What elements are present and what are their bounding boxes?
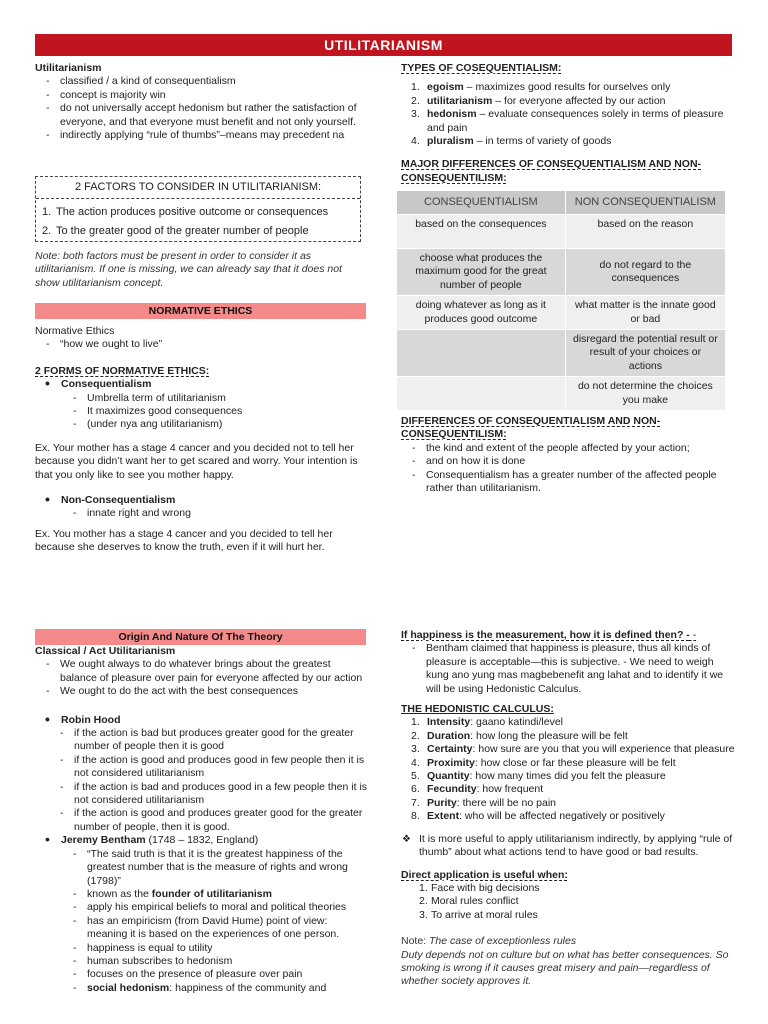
normative-ethics-bar: NORMATIVE ETHICS [35,303,366,319]
consequentialism-label: • Consequentialism [35,378,370,391]
classical-heading: Classical / Act Utilitarianism [35,645,176,657]
list-item: - classified / a kind of consequentialism [35,75,370,88]
list-item: - do not universally accept hedonism but rather the satisfaction of everyone, and that everyone must benefit and not only yourself. [35,102,370,129]
table-cell: what matter is the innate good or bad [565,296,725,330]
bentham-list [35,848,370,995]
table-row [397,330,726,377]
list-item: 5. Quantity: how many times did you felt the pleasure [411,770,666,783]
list-item: 8. Extent: who will be affected negatively or positively [411,810,665,823]
origin-bar: Origin And Nature Of The Theory [35,629,366,645]
list-item: 4. Proximity: how close or far these pleasure will be felt [411,756,676,769]
table-cell: do not regard to the consequences [565,249,725,296]
list-item: - “how we ought to live” [35,338,370,351]
table-cell: based on the consequences [397,215,566,249]
document-title: UTILITARIANISM [35,34,732,56]
normative-list [35,338,370,351]
calculus-title: THE HEDONISTIC CALCULUS: [401,703,554,716]
table-cell [397,377,566,411]
list-item: - focuses on the presence of pleasure over pain [35,968,370,981]
differences-section [401,415,736,495]
example-2: Ex. You mother has a stage 4 cancer and you decided to tell her because she deserves to know the truth, even if it will hurt her. [35,527,333,554]
list-item: 2. Duration: how long the pleasure will be felt [411,729,628,742]
direct-list [401,882,736,922]
list-item: - “The said truth is that it is the greatest happiness of the greatest number that is the measure of rights and wrong (1798)” [35,848,370,888]
list-item: - Umbrella term of utilitarianism [35,392,370,405]
table-header-row [397,191,726,215]
consequentialism-list [35,392,370,432]
factors-list [36,203,360,241]
types-section [401,62,736,185]
list-item: 2. Moral rules conflict [419,895,519,908]
utilitarianism-list [35,75,370,142]
table-row [397,215,726,249]
normative-section [35,325,370,555]
list-item: - social hedonism: happiness of the community and [35,982,370,995]
list-item: - (under nya ang utilitarianism) [35,418,370,431]
non-consequentialism-label: • Non-Consequentialism [35,494,370,507]
major-differences-title: MAJOR DIFFERENCES OF CONSEQUENTIALISM AND NON-CONSEQUENTILISM: [401,158,702,184]
list-item: - the kind and extent of the people affected by your action; [401,442,736,455]
list-item: - We ought always to do whatever brings about the greatest balance of pleasure over pain for everyone affected by our action [35,658,370,685]
comparison-table [396,190,726,411]
table-cell: choose what produces the maximum good for the great number of people [397,249,566,296]
origin-section [35,645,370,995]
exceptionless-note: Note: The case of exceptionless rules [401,935,577,948]
factors-title: 2 FACTORS TO CONSIDER IN UTILITARIANISM: [74,181,322,193]
exceptionless-text: Duty depends not on culture but on what has better consequences. So smoking is wrong if it causes great misery and pain—regardless of whether society approves it. [401,948,729,988]
forms-title: 2 FORMS OF NORMATIVE ETHICS: [35,364,210,377]
list-item: - and on how it is done [401,455,736,468]
table-cell [397,330,566,377]
list-item: 3. hedonism – evaluate consequences solely in terms of pleasure and pain [411,108,724,134]
classical-list [35,658,370,698]
table-row [397,249,726,296]
happiness-question: If happiness is the measurement, how it is defined then? - - [401,629,697,641]
bentham-line: • Jeremy Bentham (1748 – 1832, England) [35,834,370,847]
non-consequentialism-list [35,507,370,520]
list-item: - innate right and wrong [35,507,370,520]
direct-title: Direct application is useful when: [401,868,568,881]
differences-list [401,442,736,496]
list-item: - human subscribes to hedonism [35,955,370,968]
types-list [401,81,736,148]
list-item: 2. To the greater good of the greater number of people [42,225,309,238]
example-1: Ex. Your mother has a stage 4 cancer and you decided not to tell her because you didn’t want her to get scared and worry. Your intention is that you only like to see you mother happy. [35,441,358,481]
table-cell: do not determine the choices you make [565,377,725,411]
list-item: - indirectly applying “rule of thumbs”–means may precedent na [35,129,370,142]
list-item: - has an empiricism (from David Hume) point of view: meaning it is based on the experiences of one person. [35,915,370,942]
table-cell: doing whatever as long as it produces good outcome [397,296,566,330]
normative-heading: Normative Ethics [35,325,115,337]
list-item: - Consequentialism has a greater number of the affected people rather than utilitarianism. [401,469,736,496]
list-item: 1. Face with big decisions [419,881,540,894]
table-cell: disregard the potential result or result of your choices or actions [565,330,725,377]
list-item: - apply his empirical beliefs to moral and political theories [35,901,370,914]
indirect-note: ❖ It is more useful to apply utilitarianism indirectly, by applying “rule of thumb” about what actions tend to have good or bad results. [402,832,733,859]
list-item: - if the action is bad and produces good in a few people then it is not considered utilitarianism [35,781,370,808]
types-title: TYPES OF COSEQUENTIALISM: [401,62,562,74]
list-item: 7. Purity: there will be no pain [411,796,556,809]
happiness-section [401,629,736,989]
table-header: NON CONSEQUENTIALISM [565,191,725,215]
list-item: - known as the founder of utilitarianism [35,888,370,901]
list-item: - concept is majority win [35,89,370,102]
diamond-bullet-icon: ❖ [402,833,411,845]
list-item: - We ought to do the act with the best consequences [35,685,370,698]
robin-hood-list [35,727,370,834]
factors-box [35,176,361,242]
list-item: 4. pluralism – in terms of variety of goods [411,135,612,148]
table-row [397,377,726,411]
list-item: - if the action is bad but produces greater good for the greater number of people then it is good [35,727,370,754]
list-item: 6. Fecundity: how frequent [411,783,544,796]
table-header: CONSEQUENTIALISM [397,191,566,215]
list-item: - happiness is equal to utility [35,942,370,955]
utilitarianism-heading: Utilitarianism [35,62,102,74]
list-item: 3. Certainty: how sure are you that you will experience that pleasure [411,743,735,756]
list-item: - if the action is good and produces good in few people then it is not considered utilitarianism [35,754,370,781]
happiness-list [401,642,736,696]
list-item: 1. Intensity: gaano katindi/level [411,716,564,729]
list-item: - Bentham claimed that happiness is pleasure, thus all kinds of pleasure is acceptable—this is subjective. - We need to weigh kung ano yung mas magbebenefit ang lahat and to identify it we will be using Hedonistic Calculus. [401,642,736,696]
list-item: 3. To arrive at moral rules [419,908,538,921]
list-item: - if the action is good and produces greater good for the greater number of people, then it is good. [35,807,370,834]
list-item: 1. The action produces positive outcome or consequences [42,206,329,219]
table-cell: based on the reason [565,215,725,249]
utilitarianism-section [35,62,370,142]
calculus-list [401,716,736,823]
list-item: 1. egoism – maximizes good results for ourselves only [411,81,671,94]
list-item: - It maximizes good consequences [35,405,370,418]
differences-title: DIFFERENCES OF CONSEQUENTIALISM AND NON-CONSEQUENTILISM: [401,415,661,441]
table-row [397,296,726,330]
list-item: 2. utilitarianism – for everyone affected by our action [411,94,666,107]
robin-hood-label: • Robin Hood [35,714,370,727]
factors-note: Note: both factors must be present in order to consider it as utilitarianism. If one is missing, we can already say that it does not show utilitarianism concept. [35,250,342,289]
